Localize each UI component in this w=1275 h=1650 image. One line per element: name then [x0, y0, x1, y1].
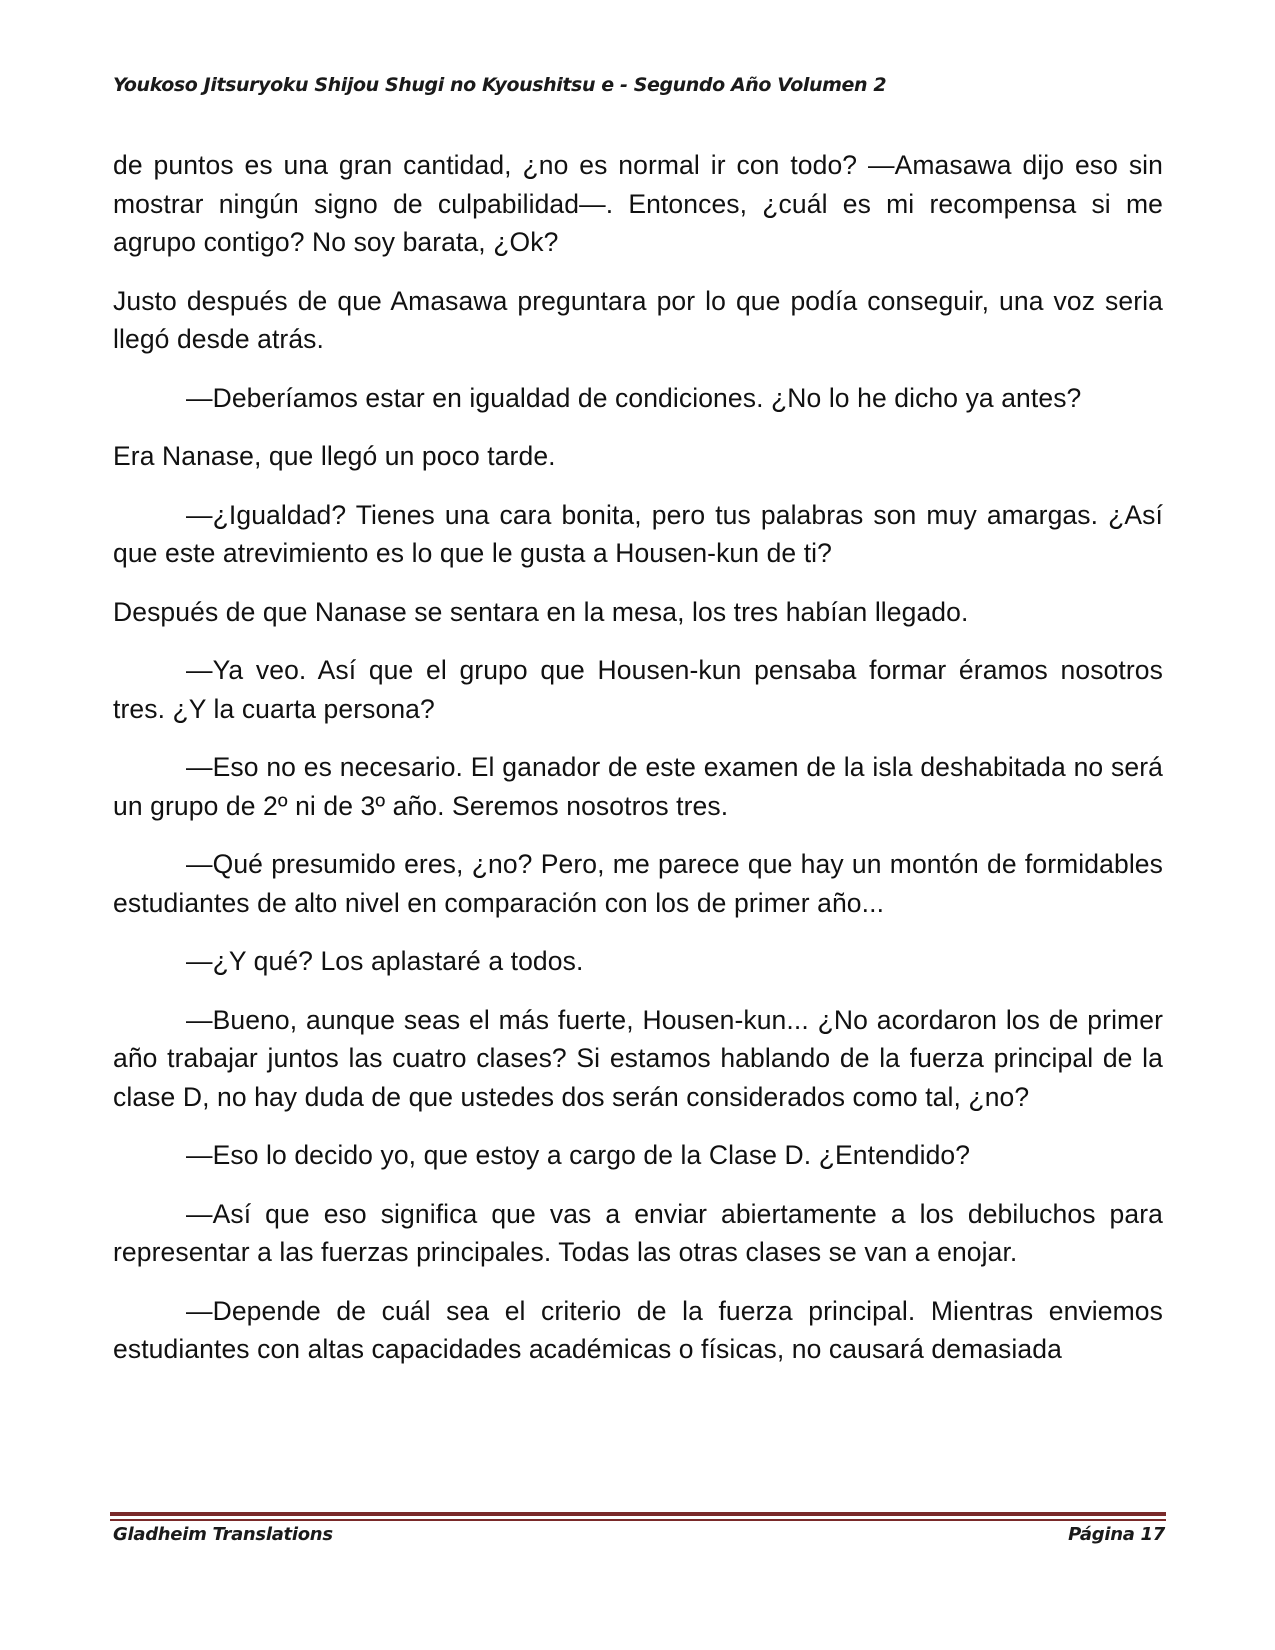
paragraph: —Qué presumido eres, ¿no? Pero, me parece que hay un montón de formidables estudiantes de alto nivel en comparación con los de primer año... — [113, 849, 1163, 918]
page-header-title: Youkoso Jitsuryoku Shijou Shugi no Kyoushitsu e - Segundo Año Volumen 2 — [113, 74, 887, 96]
paragraph: —Deberíamos estar en igualdad de condiciones. ¿No lo he dicho ya antes? — [186, 382, 1082, 413]
paragraph: —Ya veo. Así que el grupo que Housen-kun pensaba formar éramos nosotros tres. ¿Y la cuarta persona? — [113, 655, 1163, 724]
paragraph: —Así que eso significa que vas a enviar abiertamente a los debiluchos para representar a las fuerzas principales. Todas las otras clases se van a enojar. — [113, 1198, 1163, 1267]
footer-divider-thin — [110, 1519, 1166, 1521]
paragraph: Después de que Nanase se sentara en la mesa, los tres habían llegado. — [113, 596, 969, 627]
paragraph: —Eso no es necesario. El ganador de este examen de la isla deshabitada no será un grupo de 2º ni de 3º año. Seremos nosotros tres. — [113, 752, 1163, 821]
page-body — [113, 146, 1163, 1389]
footer-divider-thick — [110, 1512, 1166, 1516]
paragraph: Justo después de que Amasawa preguntara por lo que podía conseguir, una voz seria llegó desde atrás. — [113, 285, 1163, 354]
paragraph: de puntos es una gran cantidad, ¿no es normal ir con todo? —Amasawa dijo eso sin mostrar ningún signo de culpabilidad—. Entonces, ¿cuál es mi recompensa si me agrupo contigo? No soy barata, ¿Ok? — [113, 150, 1163, 257]
paragraph: —¿Y qué? Los aplastaré a todos. — [186, 946, 584, 976]
paragraph: Era Nanase, que llegó un poco tarde. — [113, 441, 556, 471]
paragraph: —Eso lo decido yo, que estoy a cargo de la Clase D. ¿Entendido? — [186, 1140, 971, 1170]
paragraph: —¿Igualdad? Tienes una cara bonita, pero tus palabras son muy amargas. ¿Así que este atrevimiento es lo que le gusta a Housen-kun de ti? — [113, 499, 1163, 568]
paragraph: —Bueno, aunque seas el más fuerte, Housen-kun... ¿No acordaron los de primer año trabajar juntos las cuatro clases? Si estamos hablando de la fuerza principal de la clase D, no hay duda de que ustedes dos serán considerados como tal, ¿no? — [113, 1004, 1163, 1112]
footer-credit: Gladheim Translations — [113, 1524, 333, 1545]
paragraph: —Depende de cuál sea el criterio de la fuerza principal. Mientras enviemos estudiantes con altas capacidades académicas o físicas, no causará demasiada — [113, 1295, 1163, 1364]
page-number: Página 17 — [1068, 1524, 1165, 1545]
